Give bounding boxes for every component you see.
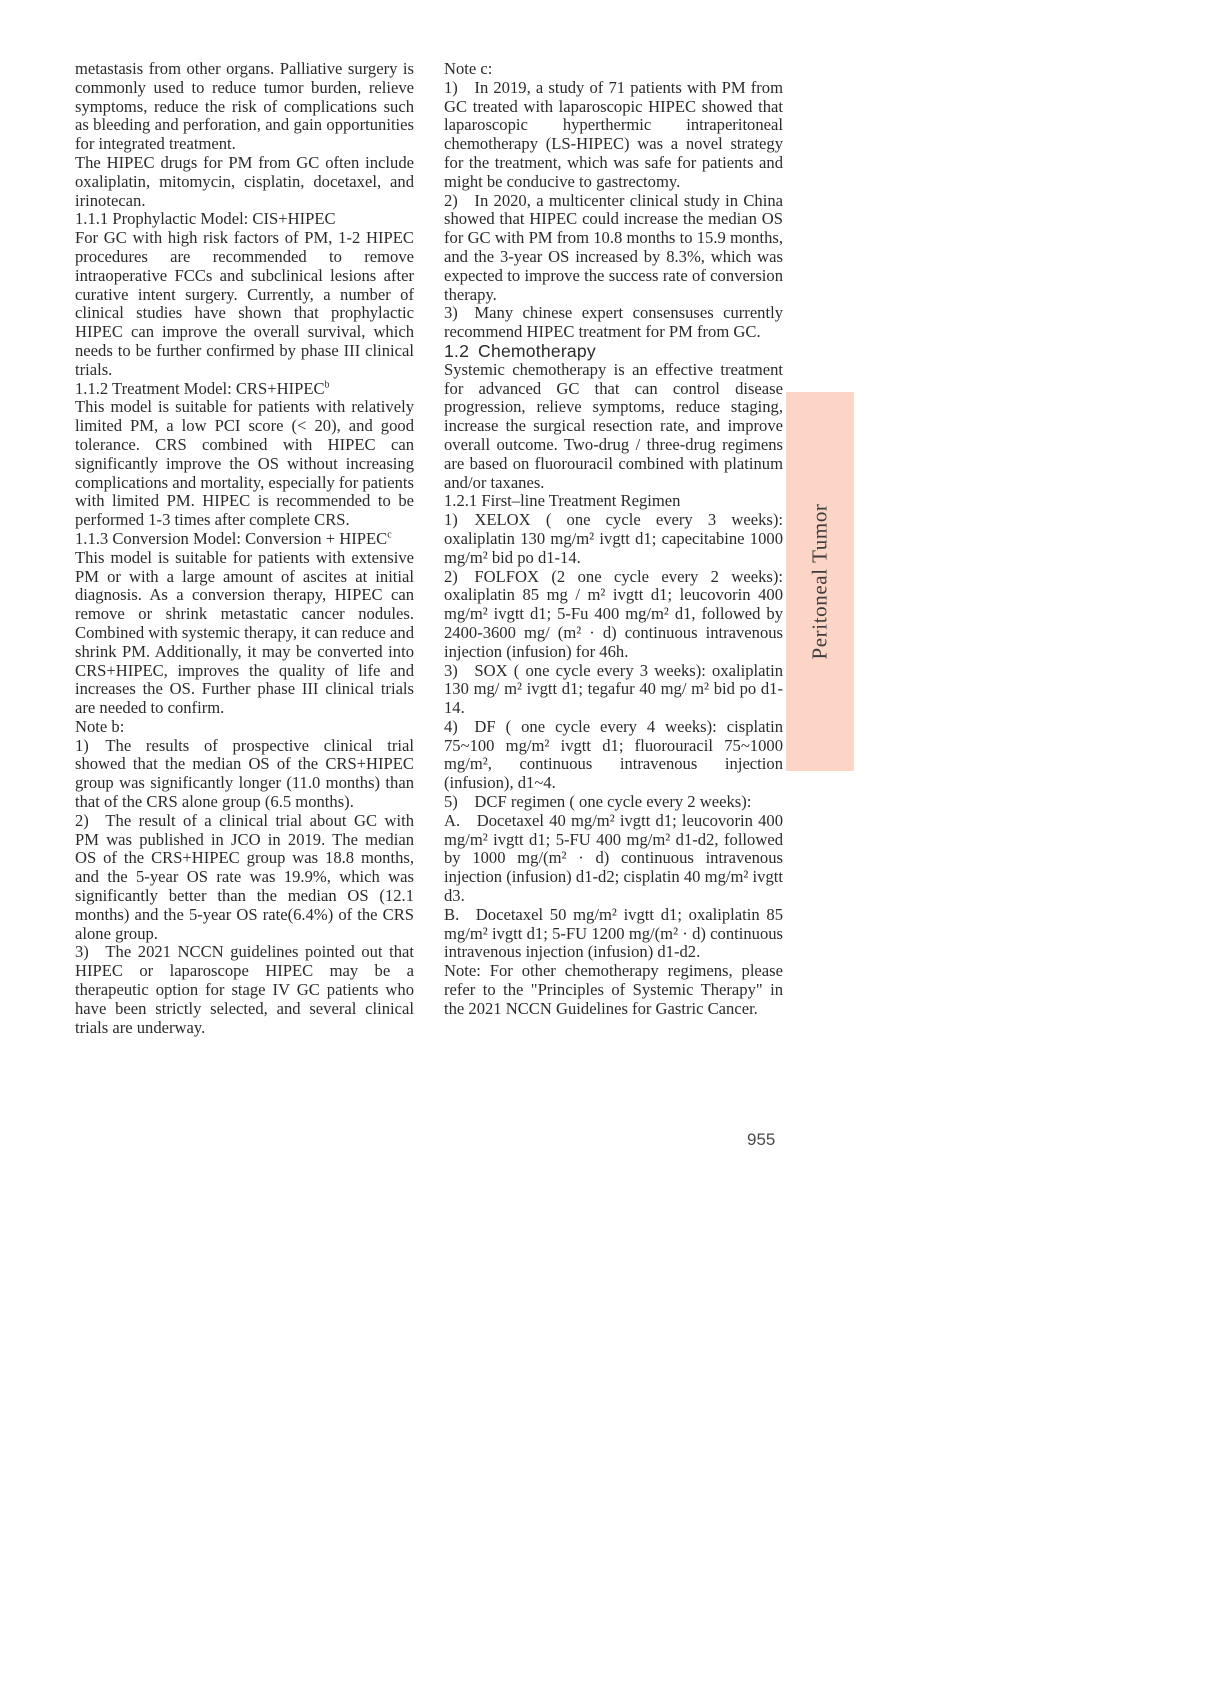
heading-1-1-3-conversion-model: 1.1.3 Conversion Model: Conversion + $HIPEC^c$	[75, 528, 392, 548]
regimen-1-xelox: 1) XELOX ( one cycle every 3 weeks): oxaliplatin 130 mg/m² ivgtt d1; capecitabine 1000 mg/m² bid po d1-14.	[444, 510, 783, 567]
chapter-tab-label: Peritoneal Tumor	[807, 503, 832, 660]
para-hipec-drugs: The HIPEC drugs for PM from GC often include oxaliplatin, mitomycin, cisplatin, docetaxel, and irinotecan.	[75, 152, 414, 210]
para-conversion-model: This model is suitable for patients with extensive PM or with a large amount of ascites at initial diagnosis. As a conversion therapy, HIPEC can remove or shrink metastatic cancer nodules. Combined with systemic therapy, it can reduce and shrink PM. Additionally, it may be converted into CRS+HIPEC, improves the quality of life and increases the OS. Further phase III clinical trials are needed to confirm.	[75, 547, 414, 718]
regimen-5-dcf: 5) DCF regimen ( one cycle every 2 weeks):	[444, 792, 752, 812]
para-palliative-surgery: metastasis from other organs. Palliative surgery is commonly used to reduce tumor burden, relieve symptoms, reduce the risk of complications such as bleeding and perforation, and gain opportunities for integrated treatment.	[75, 59, 414, 154]
heading-note-b: Note b:	[75, 716, 125, 736]
note-b-item-3: 3) The 2021 NCCN guidelines pointed out that HIPEC or laparoscope HIPEC may be a therapeutic option for stage IV GC patients who have been strictly selected, and several clinical trials are underway.	[75, 942, 414, 1037]
note-b-item-2: 2) The result of a clinical trial about GC with PM was published in JCO in 2019. The median OS of the CRS+HIPEC group was 18.8 months, and the 5-year OS rate was 19.9%, which was significantly better than the median OS (12.1 months) and the 5-year OS rate(6.4%) of the CRS alone group.	[75, 810, 414, 943]
left-column	[75, 60, 414, 1037]
note-c-item-2: 2) In 2020, a multicenter clinical study in China showed that HIPEC could increase the median OS for GC with PM from 10.8 months to 15.9 months, and the 3-year OS increased by 8.3%, which was expected to improve the success rate of conversion therapy.	[444, 190, 783, 304]
note-c-item-1: 1) In 2019, a study of 71 patients with PM from GC treated with laparoscopic HIPEC showed that laparoscopic hyperthermic intraperitoneal chemotherapy (LS-HIPEC) was a novel strategy for the treatment, which was safe for patients and might be conducive to gastrectomy.	[444, 77, 783, 191]
right-column	[444, 60, 783, 1019]
para-treatment-model: This model is suitable for patients with relatively limited PM, a low PCI score (< 20), and good tolerance. CRS combined with HIPEC can significantly improve the OS without increasing complications and mortality, especially for patients with limited PM. HIPEC is recommended to be performed 1-3 times after complete CRS.	[75, 397, 414, 530]
note-b-item-1: 1) The results of prospective clinical trial showed that the median OS of the CRS+HIPEC group was significantly longer (11.0 months) than that of the CRS alone group (6.5 months).	[75, 735, 414, 812]
regimen-4-df: 4) DF ( one cycle every 4 weeks): cisplatin 75~100 mg/m² ivgtt d1; fluorouracil 75~1000 mg/m², continuous intravenous injection (infusion), d1~4.	[444, 716, 783, 793]
regimen-3-sox: 3) SOX ( one cycle every 3 weeks): oxaliplatin 130 mg/ m² ivgtt d1; tegafur 40 mg/ m² bid po d1-14.	[444, 660, 783, 718]
heading-1-1-2-treatment-model: 1.1.2 Treatment Model: $CRS+HIPEC^b$	[75, 378, 330, 398]
para-systemic-chemotherapy: Systemic chemotherapy is an effective treatment for advanced GC that can control disease progression, relieve symptoms, reduce staging, increase the surgical resection rate, and improve overall outcome. Two-drug / three-drug regimens are based on fluorouracil combined with platinum and/or taxanes.	[444, 359, 783, 492]
page-number: 955	[747, 1130, 776, 1149]
para-prophylactic-model: For GC with high risk factors of PM, 1-2 HIPEC procedures are recommended to remove intraoperative FCCs and subclinical lesions after curative intent surgery. Currently, a number of clinical studies have shown that prophylactic HIPEC can improve the overall survival, which needs to be further confirmed by phase III clinical trials.	[75, 228, 414, 379]
heading-1-2-1-first-line: 1.2.1 First–line Treatment Regimen	[444, 491, 681, 511]
chapter-tab	[786, 392, 854, 771]
para-note-other-regimens: Note: For other chemotherapy regimens, please refer to the "Principles of Systemic Therapy" in the 2021 NCCN Guidelines for Gastric Cancer.	[444, 961, 783, 1018]
note-c-item-3: 3) Many chinese expert consensuses currently recommend HIPEC treatment for PM from GC.	[444, 303, 783, 342]
heading-1-1-1-prophylactic-model: 1.1.1 Prophylactic Model: CIS+HIPEC	[75, 209, 336, 229]
heading-note-c: Note c:	[444, 59, 493, 78]
regimen-5b-docetaxel-50: B. Docetaxel 50 mg/m² ivgtt d1; oxaliplatin 85 mg/m² ivgtt d1; 5-FU 1200 mg/(m² · d) continuous intravenous injection (infusion) d1-d2.	[444, 904, 783, 962]
heading-1-2-chemotherapy: 1.2 Chemotherapy	[444, 340, 596, 361]
regimen-2-folfox: 2) FOLFOX (2 one cycle every 2 weeks): oxaliplatin 85 mg / m² ivgtt d1; leucovorin 400 mg/m² ivgtt d1; 5-Fu 400 mg/m² d1, followed by 2400-3600 mg/ (m² · d) continuous intravenous injection (infusion) for 46h.	[444, 566, 783, 661]
regimen-5a-docetaxel-40: A. Docetaxel 40 mg/m² ivgtt d1; leucovorin 400 mg/m² ivgtt d1; 5-FU 400 mg/m² d1-d2, followed by 1000 mg/(m² · d) continuous intravenous injection (infusion) d1-d2; cisplatin 40 mg/m² ivgtt d3.	[444, 810, 783, 906]
